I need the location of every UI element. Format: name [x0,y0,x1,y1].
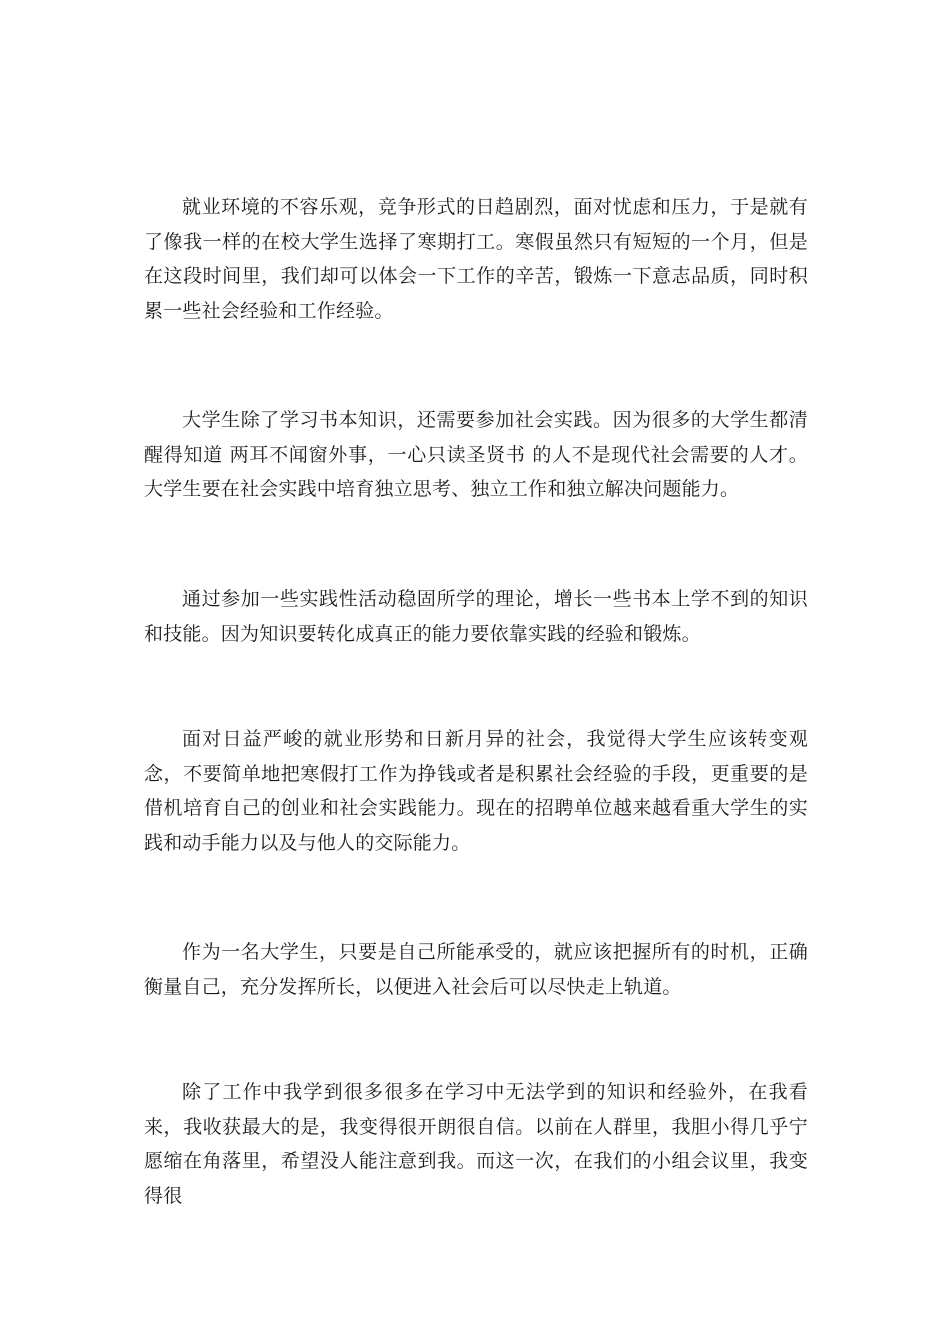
paragraph-3: 通过参加一些实践性活动稳固所学的理论，增长一些书本上学不到的知识和技能。因为知识要转化成真正的能力要依靠实践的经验和锻炼。 [144,588,808,645]
paragraph-6: 除了工作中我学到很多很多在学习中无法学到的知识和经验外，在我看来，我收获最大的是，我变得很开朗很自信。以前在人群里，我胆小得几乎宁愿缩在角落里，希望没人能注意到我。而这一次，在我们的小组会议里，我变得很 [144,1081,808,1207]
paragraph-5: 作为一名大学生，只要是自己所能承受的，就应该把握所有的时机，正确衡量自己，充分发挥所长，以便进入社会后可以尽快走上轨道。 [144,941,808,998]
paragraph-1: 就业环境的不容乐观，竞争形式的日趋剧烈，面对忧虑和压力，于是就有了像我一样的在校大学生选择了寒期打工。寒假虽然只有短短的一个月，但是在这段时间里，我们却可以体会一下工作的辛苦，锻炼一下意志品质，同时积累一些社会经验和工作经验。 [144,196,808,322]
paragraph-4: 面对日益严峻的就业形势和日新月异的社会，我觉得大学生应该转变观念，不要简单地把寒假打工作为挣钱或者是积累社会经验的手段，更重要的是借机培育自己的创业和社会实践能力。现在的招聘单位越来越看重大学生的实践和动手能力以及与他人的交际能力。 [144,728,808,854]
paragraph-2: 大学生除了学习书本知识，还需要参加社会实践。因为很多的大学生都清醒得知道 两耳不闻窗外事，一心只读圣贤书 的人不是现代社会需要的人才。大学生要在社会实践中培育独立思考、独立工作和独立解决问题能力。 [144,409,808,500]
